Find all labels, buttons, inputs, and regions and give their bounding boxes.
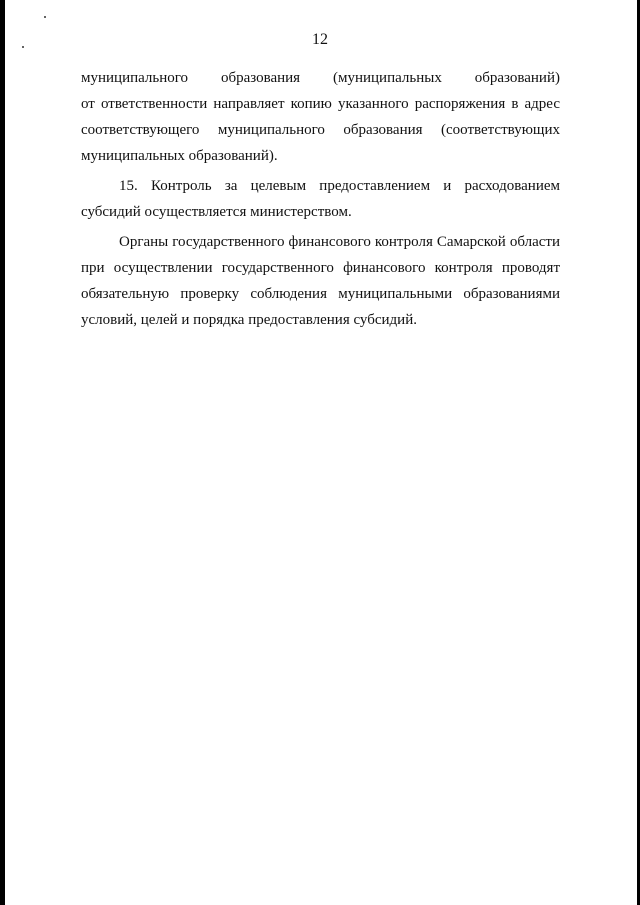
text-line: от ответственности направляет копию указанного распоряжения в адрес <box>81 96 560 112</box>
text-line: обязательную проверку соблюдения муниципальными образованиями <box>81 286 560 302</box>
scan-speck <box>44 16 46 18</box>
text-line: муниципальных образований). <box>81 148 278 164</box>
text-line: 15. Контроль за целевым предоставлением и расходованием <box>119 178 560 194</box>
paragraph-control-bodies <box>81 229 560 333</box>
text-line: при осуществлении государственного финансового контроля проводят <box>81 260 560 276</box>
paragraph-continuation <box>81 65 560 169</box>
text-line: условий, целей и порядка предоставления субсидий. <box>81 312 417 328</box>
page-number: 12 <box>312 31 328 48</box>
text-line: муниципального образования (муниципальных образований) <box>81 70 560 86</box>
text-line: Органы государственного финансового контроля Самарской области <box>119 234 560 250</box>
paragraph-item-15 <box>81 173 560 225</box>
text-line: соответствующего муниципального образования (соответствующих <box>81 122 560 138</box>
text-line: субсидий осуществляется министерством. <box>81 204 352 220</box>
scan-edge-left <box>0 0 5 905</box>
document-body <box>81 65 560 333</box>
